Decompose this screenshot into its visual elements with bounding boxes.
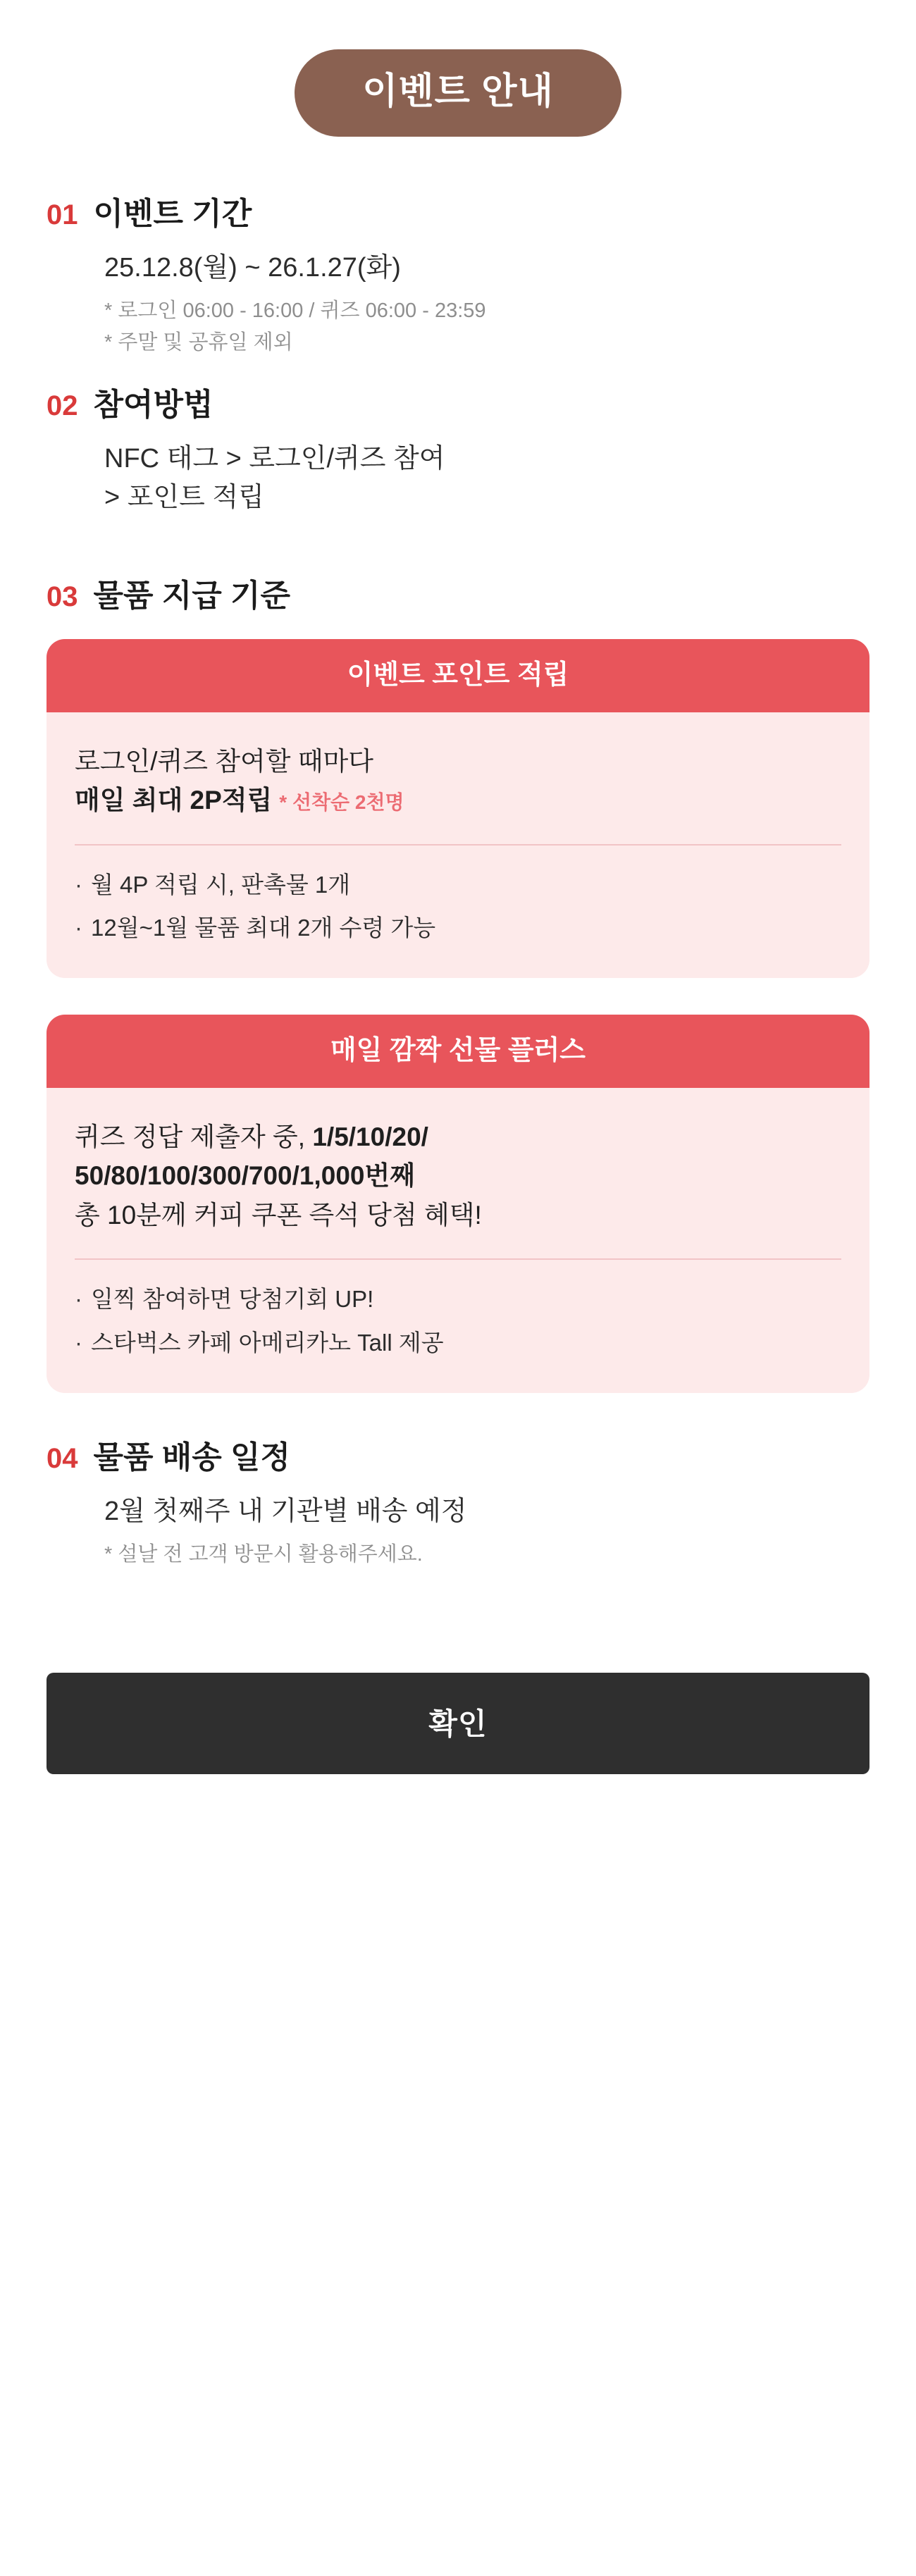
- spacer: [47, 517, 869, 578]
- list-item: [75, 867, 841, 903]
- card-daily-surprise-gift: [47, 1015, 869, 1393]
- card-event-point: [47, 639, 869, 978]
- spacer: [47, 978, 869, 991]
- header-row: [47, 49, 869, 137]
- section-number: 03: [47, 581, 78, 612]
- list-item-label: 스타벅스 카페 아메리카노 Tall 제공: [91, 1329, 444, 1356]
- section-title: 물품 배송 일정: [93, 1439, 290, 1475]
- card-heading: 매일 깜짝 선물 플러스: [47, 1015, 869, 1088]
- confirm-button-area: [0, 1612, 916, 1774]
- section-header: [47, 578, 869, 615]
- section-title: 물품 지급 기준: [93, 578, 290, 613]
- card-gift-numbers-1: 1/5/10/20/: [312, 1122, 428, 1151]
- list-item: [75, 1281, 841, 1317]
- participation-step-2: > 포인트 적립: [104, 482, 264, 512]
- list-item: [75, 1325, 841, 1361]
- section-participation: [47, 387, 869, 517]
- section-number: 04: [47, 1442, 78, 1474]
- card-point-line-2: [75, 781, 841, 820]
- card-heading: 이벤트 포인트 적립: [47, 639, 869, 712]
- section-number: 02: [47, 390, 78, 421]
- section-body: [47, 440, 869, 517]
- event-period-note-hours: * 로그인 06:00 - 16:00 / 퀴즈 06:00 - 23:59: [104, 299, 486, 322]
- section-title: 참여방법: [93, 387, 213, 422]
- list-item-label: 12월~1월 물품 최대 2개 수령 가능: [91, 914, 436, 941]
- event-period-note-weekend: * 주말 및 공휴일 제외: [104, 331, 293, 354]
- card-divider: [75, 844, 841, 846]
- event-period-dates: 25.12.8(월) ~ 26.1.27(화): [104, 252, 401, 283]
- section-event-period: [47, 196, 869, 359]
- delivery-schedule-note: * 설날 전 고객 방문시 활용해주세요.: [104, 1542, 423, 1566]
- page-title: 이벤트 안내: [295, 49, 621, 137]
- card-gift-line-1: [75, 1117, 841, 1157]
- section-header: [47, 387, 869, 424]
- bullet-dot-icon: ·: [75, 914, 82, 941]
- participation-step-1: NFC 태그 > 로그인/퀴즈 참여: [104, 443, 445, 473]
- card-point-line-1: 로그인/퀴즈 참여할 때마다: [75, 746, 374, 776]
- bullet-dot-icon: ·: [75, 1329, 82, 1356]
- list-item-label: 월 4P 적립 시, 판촉물 1개: [91, 871, 351, 898]
- card-gift-text-plain: 퀴즈 정답 제출자 중,: [75, 1122, 313, 1151]
- card-gift-line-3: 총 10분께 커피 쿠폰 즉석 당첨 혜택!: [75, 1200, 482, 1230]
- section-header: [47, 1439, 869, 1477]
- list-item-label: 일찍 참여하면 당첨기회 UP!: [91, 1286, 374, 1313]
- card-body: [47, 1088, 869, 1393]
- card-gift-numbers-2: 50/80/100/300/700/1,000번째: [75, 1161, 415, 1191]
- section-title: 이벤트 기간: [93, 197, 252, 231]
- delivery-schedule-text: 2월 첫째주 내 기관별 배송 예정: [104, 1496, 467, 1526]
- card-point-limit-note: * 선착순 2천명: [279, 791, 404, 814]
- card-gift-line-2: [75, 1156, 841, 1196]
- list-item: [75, 910, 841, 946]
- card-body: [47, 712, 869, 978]
- confirm-button[interactable]: 확인: [47, 1673, 869, 1774]
- card-divider: [75, 1258, 841, 1260]
- section-body: [47, 1492, 869, 1571]
- section-number: 01: [47, 199, 78, 230]
- bullet-dot-icon: ·: [75, 871, 82, 898]
- section-header: [47, 196, 869, 233]
- card-point-highlight: 매일 최대 2P적립: [75, 786, 273, 815]
- bullet-dot-icon: ·: [75, 1286, 82, 1313]
- spacer: [47, 359, 869, 387]
- section-delivery-schedule: [47, 1439, 869, 1570]
- section-body: [47, 249, 869, 359]
- section-reward-criteria: [47, 578, 869, 1393]
- spacer: [47, 1393, 869, 1439]
